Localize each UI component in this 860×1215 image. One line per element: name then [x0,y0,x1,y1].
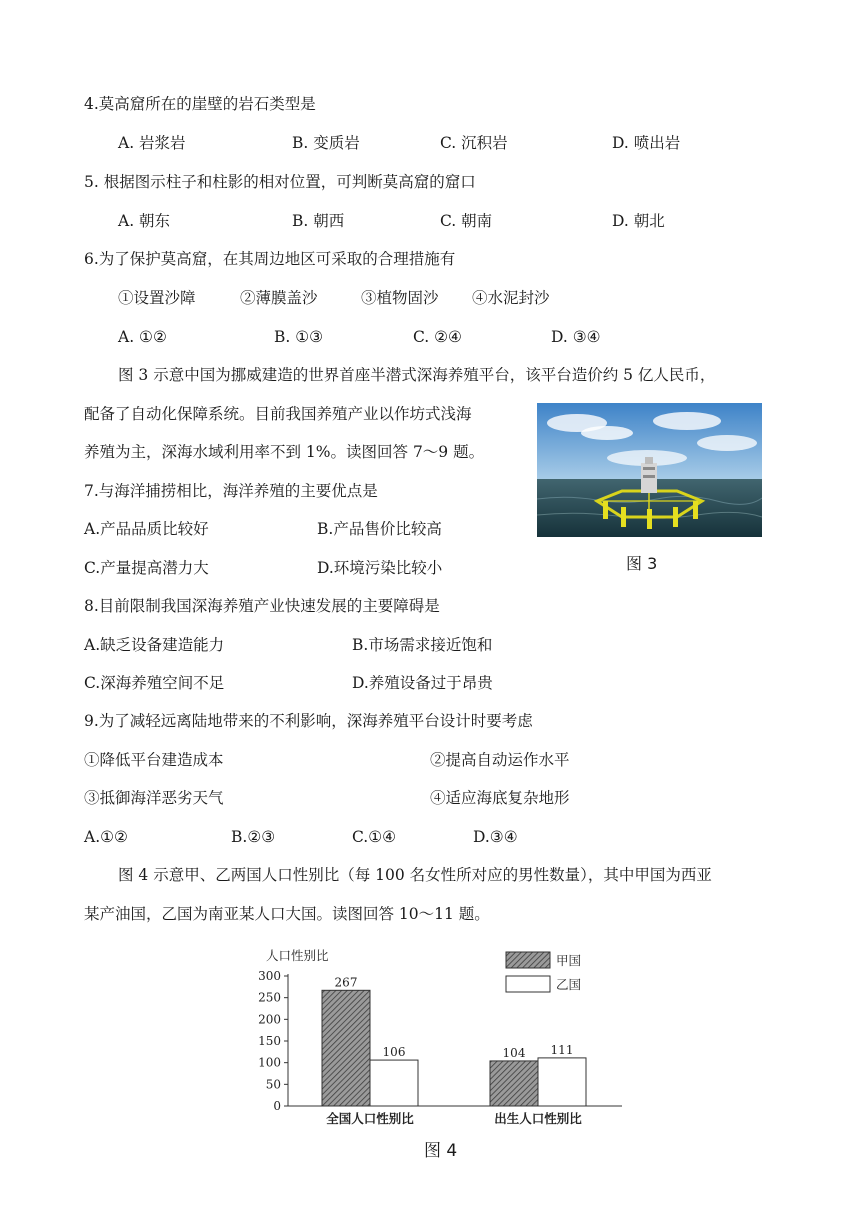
q5-option-c: C. 朝南 [440,212,493,230]
figure4-caption: 图 4 [424,1141,458,1161]
q6-measure-3: ③植物固沙 [361,289,439,307]
y-tick-label: 150 [258,1034,281,1048]
q8-option-c: C.深海养殖空间不足 [84,674,225,692]
y-tick-label: 200 [258,1012,281,1027]
legend-label: 乙国 [556,977,582,992]
bar-data-label: 104 [502,1045,526,1060]
figure3-caption: 图 3 [626,554,658,573]
fig3-intro-line2: 配备了自动化保障系统。目前我国养殖产业以作坊式浅海 [84,405,472,423]
q9-option-a: A.①② [84,828,128,846]
fig4-intro-line2: 某产油国，乙国为南亚某人口大国。读图回答 10～11 题。 [84,905,490,923]
q6-measure-1: ①设置沙障 [118,289,196,307]
sex-ratio-bar-chart [250,940,635,1130]
q6-option-b: B. ①③ [274,328,324,346]
fig3-intro-line3: 养殖为主，深海水域利用率不到 1%。读图回答 7～9 题。 [84,443,485,461]
q7-option-d: D.环境污染比较小 [317,559,443,577]
x-category-label: 出生人口性别比 [494,1111,582,1126]
fig4-intro-line1: 图 4 示意甲、乙两国人口性别比（每 100 名女性所对应的男性数量），其中甲国为西亚 [118,866,712,884]
q5-option-a: A. 朝东 [118,212,171,230]
q4-option-a: A. 岩浆岩 [118,134,186,152]
q5-option-d: D. 朝北 [612,212,665,230]
q5-stem: 5. 根据图示柱子和柱影的相对位置，可判断莫高窟的窟口 [84,173,476,191]
y-tick-label: 50 [265,1077,281,1092]
q4-option-c: C. 沉积岩 [440,134,508,152]
y-tick-label: 100 [258,1055,281,1070]
q6-option-c: C. ②④ [413,328,462,346]
y-tick-label: 300 [258,969,281,983]
q9-stem: 9.为了减轻远离陆地带来的不利影响，深海养殖平台设计时要考虑 [84,712,533,730]
legend-label: 甲国 [556,953,582,968]
q6-measure-4: ④水泥封沙 [472,289,550,307]
y-tick-label: 0 [273,1099,281,1113]
fish-farm-platform-illustration [537,403,762,537]
y-tick-label: 250 [258,990,281,1005]
q8-option-d: D.养殖设备过于昂贵 [352,674,493,692]
q9-measure-3: ③抵御海洋恶劣天气 [84,789,224,807]
q6-option-a: A. ①② [118,328,167,346]
bar-data-label: 111 [550,1042,574,1057]
q6-stem: 6.为了保护莫高窟，在其周边地区可采取的合理措施有 [84,250,456,268]
q5-option-b: B. 朝西 [292,212,345,230]
q8-option-a: A.缺乏设备建造能力 [84,636,225,654]
bar [370,1060,418,1106]
x-category-label: 全国人口性别比 [326,1111,414,1126]
q9-option-c: C.①④ [352,828,397,846]
bar [322,990,370,1106]
q9-measure-1: ①降低平台建造成本 [84,751,224,769]
q9-measure-4: ④适应海底复杂地形 [430,789,570,807]
bar-data-label: 106 [382,1045,406,1060]
legend-swatch [506,952,550,968]
fig3-intro-line1: 图 3 示意中国为挪威建造的世界首座半潜式深海养殖平台，该平台造价约 5 亿人民币， [118,366,716,384]
bar [538,1058,586,1106]
q7-stem: 7.与海洋捕捞相比，海洋养殖的主要优点是 [84,482,378,500]
q7-option-a: A.产品品质比较好 [84,520,209,538]
figure3-photo [537,403,762,537]
legend-swatch [506,976,550,992]
bar-data-label: 267 [334,975,358,990]
q6-option-d: D. ③④ [551,328,601,346]
q4-stem: 4.莫高窟所在的崖壁的岩石类型是 [84,95,316,113]
q4-option-d: D. 喷出岩 [612,134,681,152]
q7-option-b: B.产品售价比较高 [317,520,442,538]
q9-option-d: D.③④ [473,828,518,846]
q4-option-b: B. 变质岩 [292,134,360,152]
q8-option-b: B.市场需求接近饱和 [352,636,493,654]
q8-stem: 8.目前限制我国深海养殖产业快速发展的主要障碍是 [84,597,440,615]
bar [490,1061,538,1106]
q9-option-b: B.②③ [231,828,276,846]
y-axis-label: 人口性别比 [266,948,329,963]
q9-measure-2: ②提高自动运作水平 [430,751,570,769]
q7-option-c: C.产量提高潜力大 [84,559,209,577]
q6-measure-2: ②薄膜盖沙 [240,289,318,307]
